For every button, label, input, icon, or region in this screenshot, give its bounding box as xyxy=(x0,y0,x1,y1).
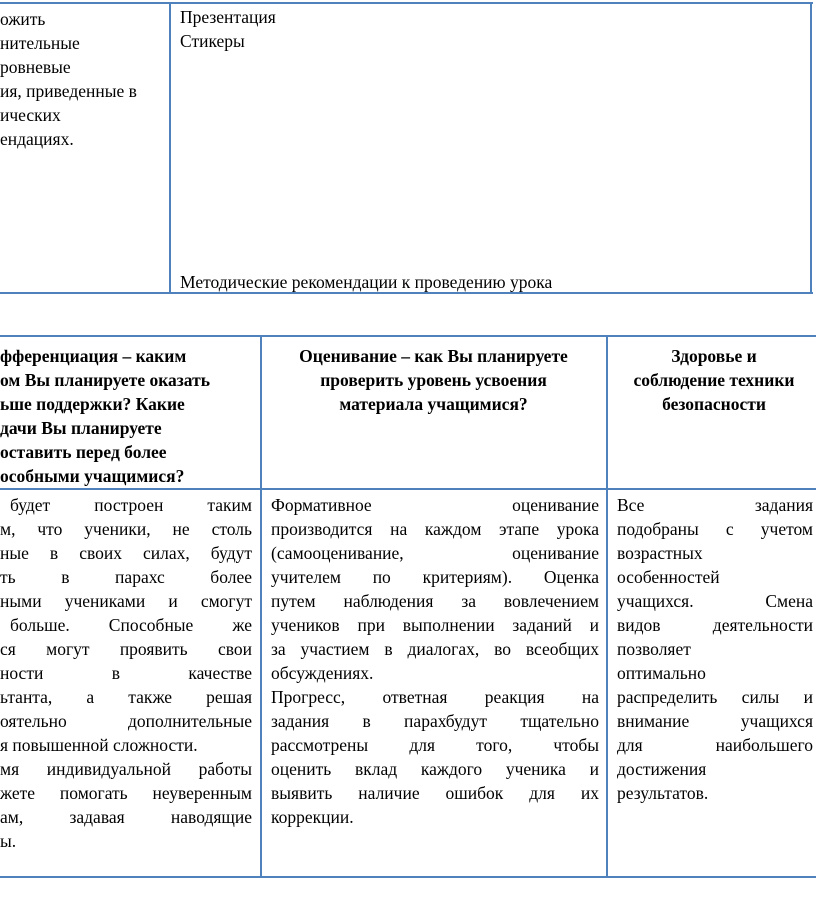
health-body xyxy=(617,493,813,805)
resource-item: Презентация xyxy=(180,7,276,27)
header-row-divider xyxy=(0,488,816,490)
resource-item: Стикеры xyxy=(180,31,245,51)
assessment-body xyxy=(271,493,599,829)
resources-cell xyxy=(180,5,800,53)
body-line: внимание учащихся xyxy=(617,711,813,731)
body-line: возрастных xyxy=(617,543,703,563)
body-line: обсуждениях. xyxy=(271,663,374,683)
body-line: позволяет xyxy=(617,639,691,659)
body-line: за участием в диалогах, во всеобщих xyxy=(271,639,599,659)
body-line: ть в парахс более xyxy=(0,567,252,587)
body-line: путем наблюдения за вовлечением xyxy=(271,591,599,611)
header-line: Оценивание – как Вы планируете xyxy=(299,346,568,366)
body-line: распределить силы и xyxy=(617,687,813,707)
top-table-border-right xyxy=(810,2,812,294)
header-line: особными учащимися? xyxy=(0,466,185,486)
body-line: будет построен таким xyxy=(10,495,252,515)
body-line: учеников при выполнении заданий и xyxy=(271,615,599,635)
body-line: подобраны с учетом xyxy=(617,519,813,539)
body-line: оптимально xyxy=(617,663,706,683)
column-divider-1 xyxy=(260,335,262,878)
top-left-line: нительные xyxy=(0,33,80,53)
health-header xyxy=(612,344,816,416)
body-line: оценить вклад каждого ученика и xyxy=(271,759,599,779)
body-line: м, что ученики, не столь xyxy=(0,519,252,539)
top-left-line: ических xyxy=(0,105,61,125)
body-line: задания в парахбудут тщательно xyxy=(271,711,599,731)
body-line: больше. Способные же xyxy=(10,615,252,635)
body-line: Все задания xyxy=(617,495,813,515)
body-line: ам, задавая наводящие xyxy=(0,807,252,827)
body-line: ные в своих силах, будут xyxy=(0,543,252,563)
body-line: учащихся. Смена xyxy=(617,591,813,611)
header-line: ом Вы планируете оказать xyxy=(0,370,210,390)
methodical-note: Методические рекомендации к проведению урока xyxy=(180,272,553,292)
body-line: жете помогать неуверенным xyxy=(0,783,252,803)
body-line: ы. xyxy=(0,831,17,851)
body-line: оятельно дополнительные xyxy=(0,711,252,731)
body-line: выявить наличие ошибок для их xyxy=(271,783,599,803)
top-left-line: ендациях. xyxy=(0,129,74,149)
body-line: производится на каждом этапе урока xyxy=(271,519,599,539)
header-line: материала учащимися? xyxy=(339,394,528,414)
header-line: соблюдение техники xyxy=(633,370,795,390)
body-line: я повышенной сложности. xyxy=(0,735,198,755)
body-line: рассмотрены для того, чтобы xyxy=(271,735,599,755)
header-line: фференциация – каким xyxy=(0,346,187,366)
body-line: результатов. xyxy=(617,783,709,803)
header-line: ьше поддержки? Какие xyxy=(0,394,185,414)
body-line: Прогресс, ответная реакция на xyxy=(271,687,599,707)
header-line: Здоровье и xyxy=(671,346,757,366)
body-line: для наибольшего xyxy=(617,735,813,755)
top-left-line: ровневые xyxy=(0,57,71,77)
body-line: ьтанта, а также решая xyxy=(0,687,252,707)
assessment-header xyxy=(266,344,601,416)
body-line: коррекции. xyxy=(271,807,354,827)
bottom-table-border-bottom xyxy=(0,876,816,878)
column-divider-2 xyxy=(606,335,608,878)
body-line: видов деятельности xyxy=(617,615,813,635)
header-line: оставить перед более xyxy=(0,442,167,462)
top-table-border-top xyxy=(0,2,813,4)
header-line: дачи Вы планируете xyxy=(0,418,162,438)
top-table-column-divider xyxy=(169,2,171,294)
body-line: учителем по критериям). Оценка xyxy=(271,567,599,587)
body-line: особенностей xyxy=(617,567,720,587)
body-line: достижения xyxy=(617,759,707,779)
top-left-cell xyxy=(0,7,163,151)
bottom-table-border-top xyxy=(0,335,816,337)
body-line: ными учениками и смогут xyxy=(0,591,252,611)
body-line: ся могут проявить свои xyxy=(0,639,252,659)
differentiation-body xyxy=(0,493,252,853)
header-line: безопасности xyxy=(662,394,766,414)
differentiation-header xyxy=(0,344,255,488)
top-left-line: ожить xyxy=(0,9,46,29)
top-left-line: ия, приведенные в xyxy=(0,81,137,101)
body-line: мя индивидуальной работы xyxy=(0,759,252,779)
body-line: Формативное оценивание xyxy=(271,495,599,515)
body-line: (самооценивание, оценивание xyxy=(271,543,599,563)
body-line: ности в качестве xyxy=(0,663,252,683)
header-line: проверить уровень усвоения xyxy=(320,370,547,390)
